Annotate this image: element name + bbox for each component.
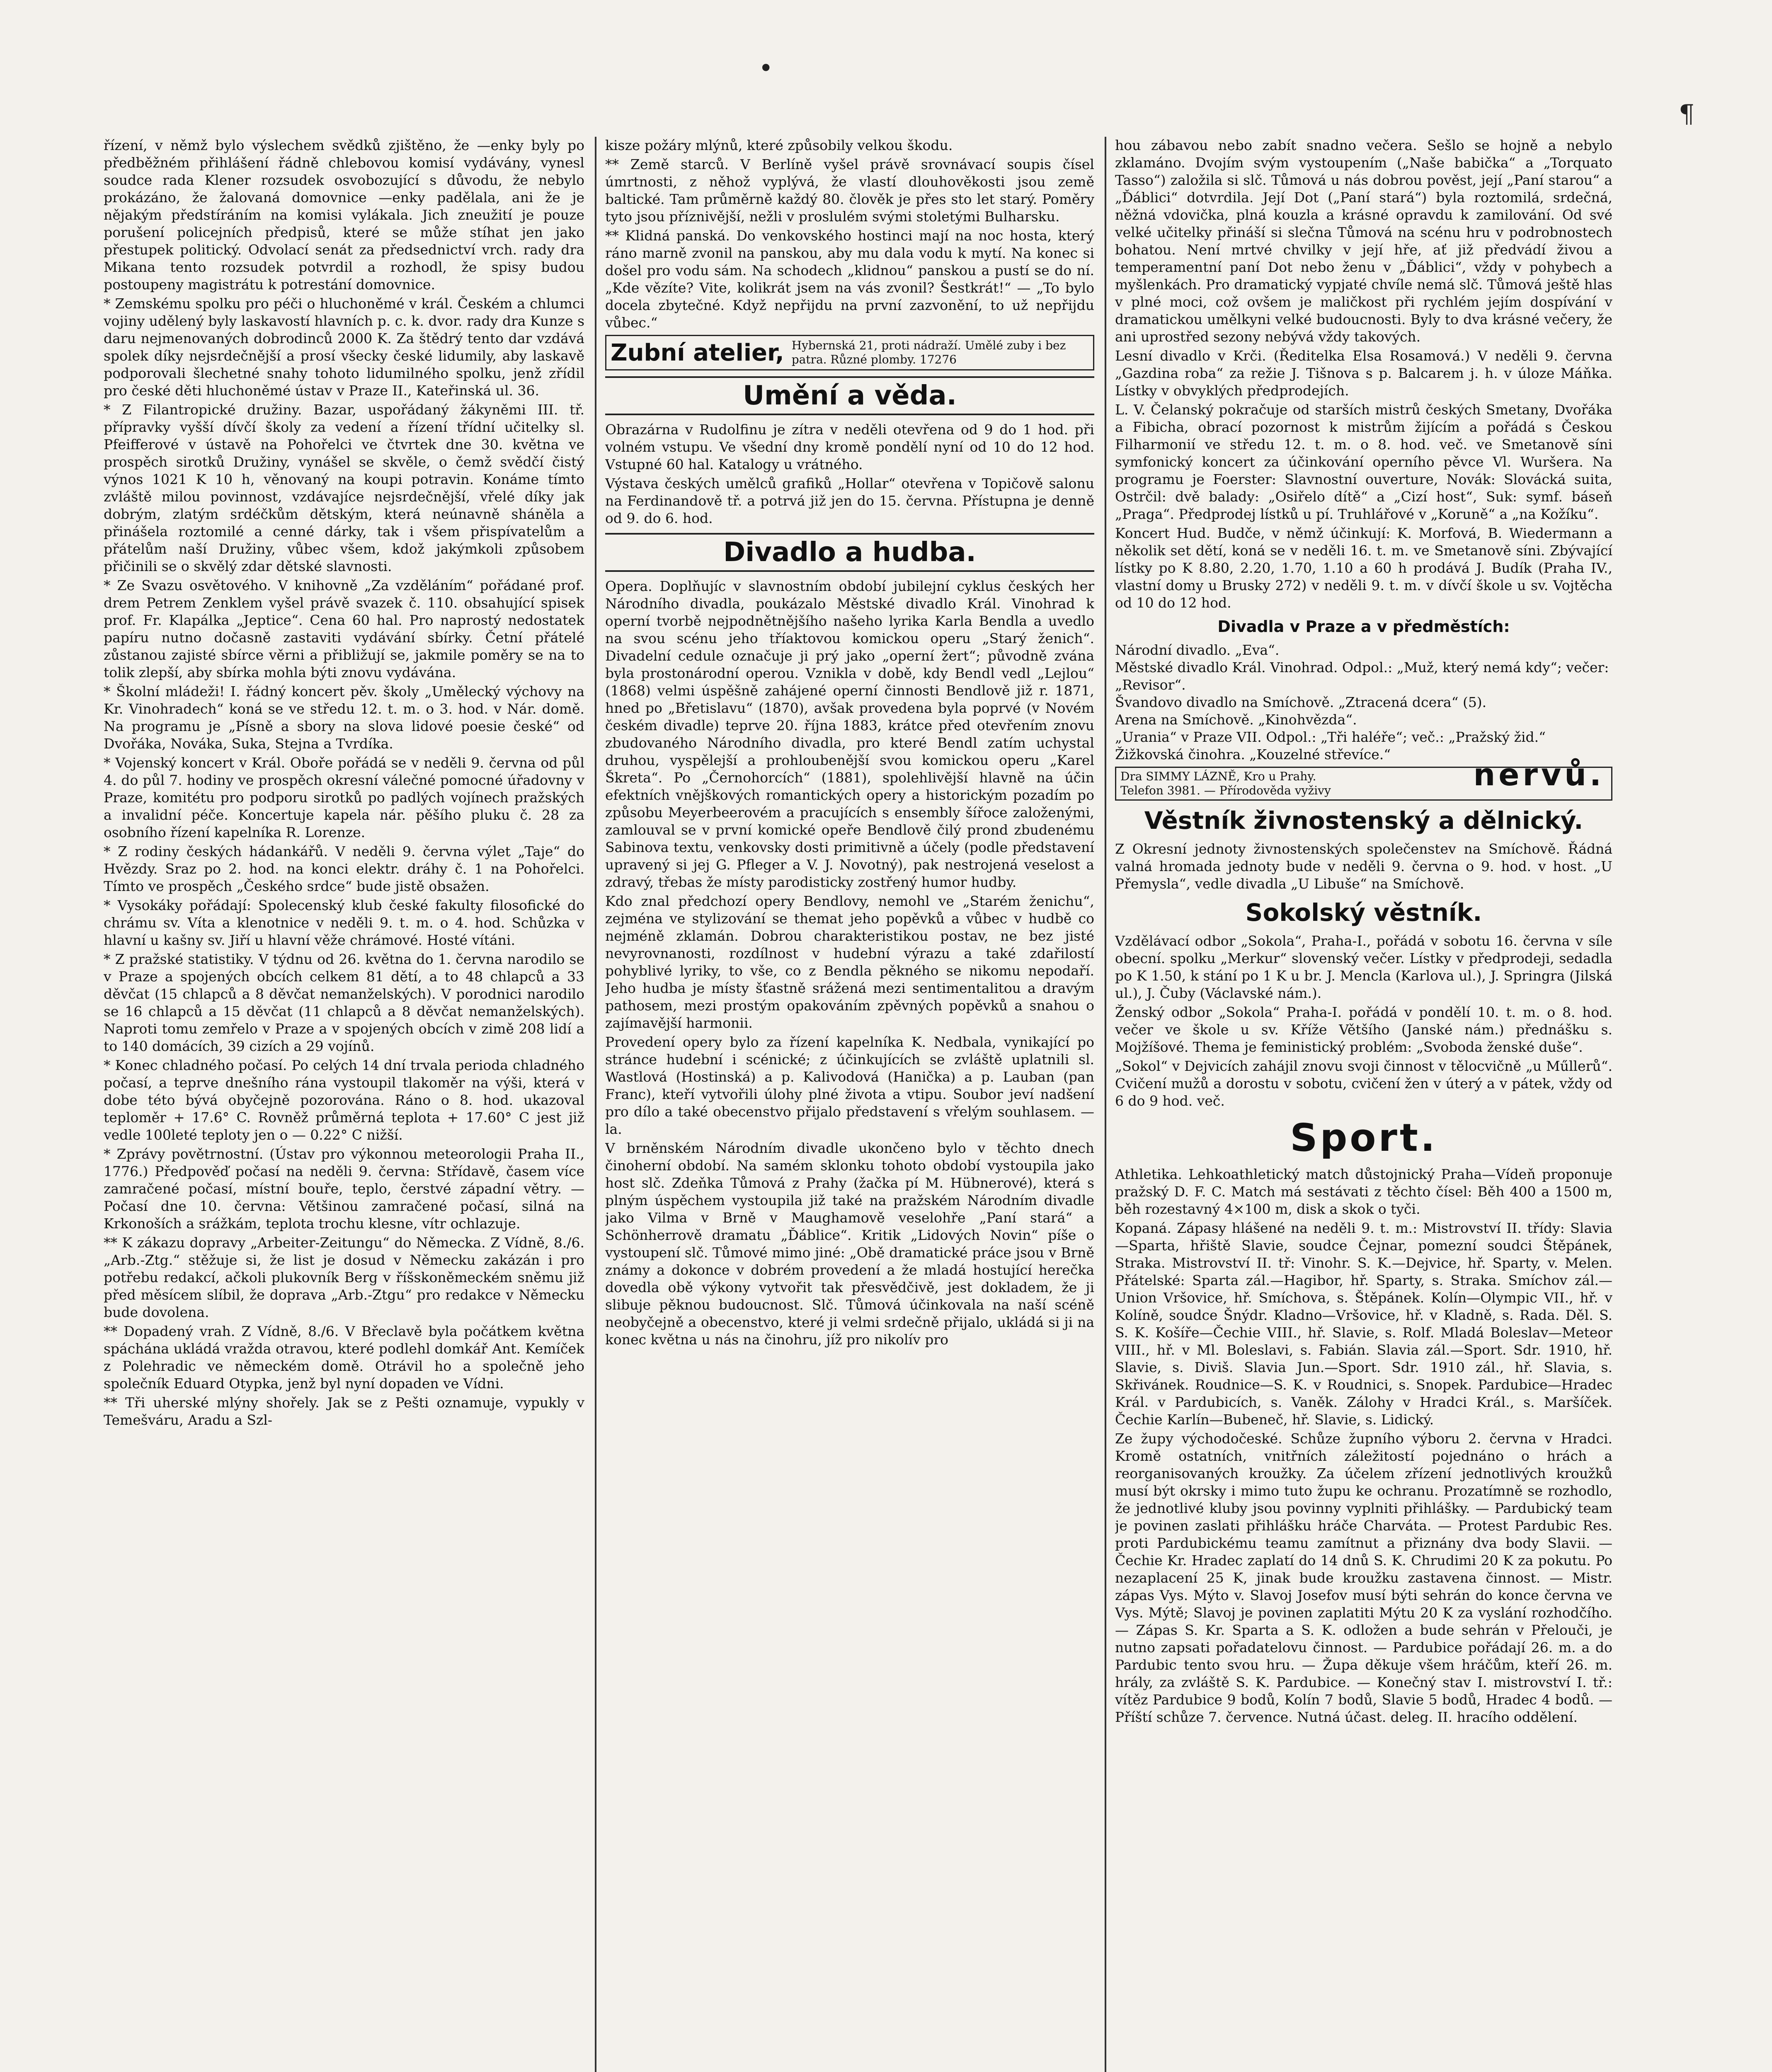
theatre-listing: Národní divadlo. „Eva“. — [1115, 642, 1280, 658]
theatre-listing: Arena na Smíchově. „Kinohvězda“. — [1115, 712, 1357, 728]
news-item: kisze požáry mlýnů, které způsobily velkou škodu. — [605, 137, 953, 153]
news-item: * Vysokáky pořádají: Spolecenský klub české fakulty filosofické do chrámu sv. Víta a klenotnice v neděli 9. t. m. o 4. hod. Schůzka v hlavní u kašny sv. Jiří u hlavní věže chrámové. Hosté vítáni. — [104, 897, 584, 948]
news-item: Kdo znal předchozí opery Bendlovy, nemohl ve „Starém ženichu“, zejména ve stylizování se themat jeho popěvků a vůbec v hudbě co nejméně zklamán. Dobrou charakteristikou postav, ne bez jisté nevyrovnanosti, rozdílnost v hudební výrazu a také zdařilostí pohyblivé lyriky, to vše, co z Bendla pěkného se nikomu nepodaří. Jeho hudba je místy šťastně srážená mezi sentimentalitou a dravým pathosem, mezi prostým opakováním zpěvných popěvků a snahou o zajímavější harmonii. — [605, 893, 1094, 1031]
newspaper-columns — [104, 137, 1617, 2072]
news-item: ** Tři uherské mlýny shořely. Jak se z Pešti oznamuje, vypukly v Temešváru, Aradu a Szl- — [104, 1394, 584, 1428]
edge-mark: ¶ — [1679, 99, 1695, 128]
section-title-sport: Sport. — [1290, 1116, 1437, 1160]
dental-ad — [605, 335, 1094, 370]
news-item: Opera. Doplňujíc v slavnostním období jubilejní cyklus českých her Národního divadla, poukázalo Městské divadlo Král. Vinohrad k operní tvorbě nejpodnětnějšího našeho lyrika Karla Bendla a uvedlo na svou scénu jeho tříaktovou komickou operu „Starý ženich“. Divadelní cedule označuje ji prý jako „operní žert“; původně zvána byla prostonárodní operou. Vznikla v době, kdy Bendl vedl „Lejlou“ (1868) velmi úspěšně zahájené operní činnosti Bendlově již r. 1871, hned po „Břetislavu“ (1870), avšak provedena byla poprvé (v Novém českém divadle) teprve 20. října 1883, krátce před otevřením znovu zbudovaného Národního divadla, pro které Bendl zatím uchystal druhou, vyspělejší a prohloubenější svou komickou operu „Karel Škreta“. Po „Černohorcích“ (1881), spolehlivější hlavně na účin efektních vnějškových romantických opery a historickým pozadím po způsobu Meyerbeerovém a pracujících s ensembly šířoce založenými, zamlouval se v první komické opeře Bendlově čilý prond zbudenému Sabinova textu, venkovsky dosti primitivně a účely (podle představení upravený si jej G. Pfleger a V. J. Novotný), pak nestrojená veselost a zdravý, třebas že místy parodisticky zostřený humor hudby. — [605, 578, 1094, 890]
news-item: Ženský odbor „Sokola“ Praha-I. pořádá v pondělí 10. t. m. o 8. hod. večer ve škole u sv. Kříže Většího (Janské nám.) přednášku s. Mojžíšové. Thema je feministický problém: „Svoboda ženské duše“. — [1115, 1004, 1612, 1055]
news-item: ** Dopadený vrah. Z Vídně, 8./6. V Břeclavě byla počátkem května spáchána ukládá vražda otravou, které podlehl domkář Ant. Kemíček z Polehradic ve německém domě. Otrávil ho a společně jeho společník Eduard Otypka, jenž byl nyní dopaden ve Vídni. — [104, 1323, 584, 1392]
news-item: Obrazárna v Rudolfinu je zítra v neděli otevřena od 9 do 1 hod. při volném vstupu. Ve všední dny kromě pondělí nyní od 10 do 12 hod. Vstupné 60 hal. Katalogy u vrátného. — [605, 421, 1094, 472]
news-item: ** Země starců. V Berlíně vyšel právě srovnávací soupis čísel úmrtnosti, z něhož vyplývá, že vlastí dlouhověkosti jsou země baltické. Tam průměrně každý 80. člověk je přes sto let starý. Poměry tyto jsou příznivější, nežli v proslulém svými stoletými Bulharsku. — [605, 156, 1094, 225]
theatre-listing: „Urania“ v Praze VII. Odpol.: „Tři haléře“; več.: „Pražský žid.“ — [1115, 729, 1546, 745]
spa-ad — [1115, 757, 1612, 801]
news-item: L. V. Čelanský pokračuje od starších mistrů českých Smetany, Dvořáka a Fibicha, obrací pozornost k mistrům žijícím a pořádá s Českou Filharmonií ve středu 12. t. m. o 8. hod. več. ve Smetanově síni symfonický koncert za účinkování operního pěvce Vl. Wuršera. Na programu je Foerster: Slavnostní ouverture, Novák: Slovácká suita, Ostrčil: dvě balady: „Osiřelo dítě“ a „Cizí host“, Suk: symf. báseň „Praga“. Předprodej lístků u pí. Truhlářové v „Koruně“ a „na Kožíku“. — [1115, 402, 1612, 522]
ad-text: Hybernská 21, proti nádraží. Umělé zuby i bez patra. Různé plomby. 17276 — [791, 339, 1066, 366]
section-title-umeni: Umění a věda. — [605, 376, 1094, 415]
news-item: Provedení opery bylo za řízení kapelníka K. Nedbala, vynikající po stránce hudební i scénické; z účinkujících se zvláště uplatnili sl. Wastlová (Hostinská) a p. Kalivodová (Hanička) a p. Lauban (pan Franc), kteří vytvořili úlohy plné života a vtipu. Soubor jeví nadšení pro dílo a také obecenstvo přijalo představení s vřelým souhlasem. —la. — [605, 1034, 1094, 1137]
news-item: Z Okresní jednoty živnostenských společenstev na Smíchově. Řádná valná hromada jednoty bude v neděli 9. června o 9. hod. v host. „U Přemysla“, vedle divadla „U Libuše“ na Smíchově. — [1115, 841, 1612, 892]
news-item: Vzdělávací odbor „Sokola“, Praha-I., pořádá v sobotu 16. června v síle obecní. spolku „Merkur“ slovenský večer. Lístky v předprodeji, sedadla po K 1.50, k stání po 1 K u br. J. Mencla (Karlova ul.), J. Springra (Jilská ul.), J. Čuby (Václavské nám.). — [1115, 933, 1612, 1001]
theatre-listing: Švandovo divadlo na Smíchově. „Ztracená dcera“ (5). — [1115, 694, 1487, 710]
theatre-listing: Žižkovská činohra. „Kouzelné střevíce.“ — [1115, 746, 1391, 762]
news-item: Athletika. Lehkoathletický match důstojnický Praha—Vídeň proponuje pražský D. F. C. Match má sestávati z těchto čísel: Běh 400 a 1500 m, běh rozestavný 4×100 m, disk a skok o tyči. — [1115, 1166, 1612, 1217]
page-dot: • — [759, 54, 773, 83]
section-title-predmesti: Divadla v Praze a v předměstích: — [1217, 617, 1510, 636]
news-item: * Z Filantropické družiny. Bazar, uspořádaný žákyněmi III. tř. přípravky vyšší dívčí školy za vedení a řízení třídní učitelky sl. Pfeifferové v ústavě na Pohořelci ve čtvrtek dne 30. května ve prospěch sirotků Družiny, vynášel se skvěle, o čemž svědčí čistý výnos 1021 K 10 h, věnovaný na koupi potravin. Konáme tímto zvláště milou povinnost, vzdávajíce nejsrdečnější, vřelé díky jak dobrým, zlatým srdéčkům dětským, která neúnavně sháněla a přinášela roztomilé a cenné dárky, tak i všem přispívatelům a přátelům naší Družiny, vůbec všem, kdož jakýmkoli způsobem přičinili se o skvělý zdar dětské slavnosti. — [104, 402, 584, 574]
news-item: hou zábavou nebo zabít snadno večera. Sešlo se hojně a nebylo zklamáno. Dvojím svým vystoupením („Naše babička“ a „Torquato Tasso“) založila si slč. Tůmová u nás dobrou pověst, její „Paní starou“ a „Ďáblici“ dotvrdila. Její Dot („Paní stará“) byla roztomilá, srdečná, něžná vdovička, plná kouzla a krásné opravdu k zamilování. Od své velké učitelky přináší si slečna Tůmová na scénu hru v podrobnostech bohatou. Není mrtvé chvilky v její hře, ať již předvádí živou a temperamentní paní Dot nebo ženu v „Ďáblici“, vždy v pohybech a myšlenkách. Pro dramatický vypjaté chvíle nemá slč. Tůmová ještě hlas v plné moci, což ovšem je maličkost při rychlém jejím dospívání v dramatickou umělkyni velké budoucnosti. Byly to dva krásné večery, že ani uprostřed sezony nebývá vždy takových. — [1115, 137, 1612, 345]
ad-title: Zubní atelier, — [611, 339, 784, 366]
column-3 — [1115, 137, 1612, 2072]
news-item: * Zprávy povětrnostní. (Ústav pro výkonnou meteorologii Praha II., 1776.) Předpověď počasí na neděli 9. června: Střídavě, časem více zamračené počasí, místní bouře, teplo, čerstvé západní větry. — Počasí dne 10. června: Většinou zamračené počasí, silná na Krkonoších a srážkám, teplota trochu klesne, vítr ochlazuje. — [104, 1146, 584, 1232]
section-title-divadlo: Divadlo a hudba. — [605, 533, 1094, 572]
column-1 — [104, 137, 584, 2072]
news-item: Lesní divadlo v Krči. (Ředitelka Elsa Rosamová.) V neděli 9. června „Gazdina roba“ za režie J. Tišnova s p. Balcarem j. h. v úloze Máňka. Lístky v obvyklých předprodejích. — [1115, 348, 1612, 399]
news-item: * Zemskému spolku pro péči o hluchoněmé v král. Českém a chlumci vojiny udělený byly laskavostí hlavních p. c. k. dvor. rady dra Kunze s daru nejmenovaných dobrodinců 2000 K. Za štědrý tento dar vzdává spolek díky nejsrdečnější a prosí všecky české lidumily, aby laskavě podporovali šlechetné snahy tohoto lidumilného spolku, jenž zřídil pro české děti hluchoněmé ústav v Praze II., Kateřinská ul. 36. — [104, 295, 584, 399]
ad-line: Dra SIMMY LÁZNĚ, Kro u Prahy. — [1120, 770, 1316, 783]
news-item: * Konec chladného počasí. Po celých 14 dní trvala perioda chladného počasí, a teprve dnešního rána vystoupil tlakoměr na výši, která v dobe této bývá obyčejně pozorována. Ráno o 8. hod. ukazoval teploměr + 17.6° C. Rovněž průměrná teplota + 17.60° C jest již vedle 100leté teploty jen o — 0.22° C nižší. — [104, 1057, 584, 1143]
column-2 — [605, 137, 1094, 2072]
column-rule — [595, 137, 596, 2072]
ad-brand: nervů. — [1473, 757, 1605, 793]
news-item: * Z pražské statistiky. V týdnu od 26. května do 1. června narodilo se v Praze a spojených obcích celkem 81 dětí, a to 48 chlapců a 33 děvčat (15 chlapců a 8 děvčat nemanželských). V porodnici narodilo se 16 chlapců a 15 děvčat (11 chlapců a 8 děvčat nemanželských). Naproti tomu zemřelo v Praze a v spojených obcích v zimě 208 lidí a to 140 domácích, 39 cizích a 29 vojínů. — [104, 951, 584, 1054]
ad-line: Telefon 3981. — Přírodověda vyživy — [1120, 784, 1331, 797]
news-item: * Vojenský koncert v Král. Oboře pořádá se v neděli 9. června od půl 4. do půl 7. hodiny ve prospěch okresní válečné pomocné úřadovny v Praze, komitétu pro podporu sirotků po padlých vojínech pražských a invalidní péče. Koncertuje kapela nár. pěšího pluku č. 28 za osobního řízení kapelníka R. Lorenze. — [104, 755, 584, 840]
news-item: Ze župy východočeské. Schůze župního výboru 2. června v Hradci. Kromě ostatních, vnitřních záležitostí pojednáno o hrách a reorganisovaných kroužky. Za účelem zřízení jednotlivých kroužků musí být okrsky i mimo tuto župu ke ochranu. Prozatímně se rozhodlo, že jednotlivé kluby jsou povinny vyplniti přihlášky. — Pardubický team je povinen zaslati přihlášku hráče Charváta. — Protest Pardubic Res. proti Pardubickému teamu zamítnut a přiznány dva body Slavii. — Čechie Kr. Hradec zaplatí do 14 dnů S. K. Chrudimi 20 K za pokutu. Po nezaplacení 25 K, jinak bude kroužku zastavena činnost. — Mistr. zápas Vys. Mýto v. Slavoj Josefov musí býti sehrán do konce června ve Vys. Mýtě; Slavoj je povinen zaplatiti Mýtu 20 K za vyslání rozhodčího. — Zápas S. Kr. Sparta a S. K. odložen a bude sehrán v Přelouči, je nutno zapsati pořadatelovu činnost. — Pardubice pořádají 26. m. a do Pardubic tento svou hru. — Župa děkuje všem hráčům, kteří 26. m. hrály, za zvláště S. K. Pardubice. — Konečný stav I. mistrovství I. tř.: vítěz Pardubice 9 bodů, Kolín 7 bodů, Slavie 5 bodů, Hradec 4 bodů. — Příští schůze 7. července. Nutná účast. deleg. II. hracího oddělení. — [1115, 1431, 1612, 1725]
news-item: Koncert Hud. Budče, v němž účinkují: K. Morfová, B. Wiedermann a několik set dětí, koná se v neděli 16. t. m. ve Smetanově síni. Zbývající lístky po K 8.80, 2.20, 1.70, 1.10 a 60 h prodává J. Budík (Praha IV., vlastní domy u Brusky 272) v neděli 9. t. m. v dívčí škole u sv. Vojtěcha od 10 do 12 hod. — [1115, 525, 1612, 611]
news-item: Kopaná. Zápasy hlášené na neděli 9. t. m.: Mistrovství II. třídy: Slavia—Sparta, hřiště Slavie, soudce Čejnar, pomezní soudci Štěpánek, Straka. Mistrovství II. tř: Vinohr. S. K.—Dejvice, hř. Sparty, v. Melen. Přátelské: Sparta zál.—Hagibor, hř. Sparty, s. Straka. Smíchov zál.—Union Vršovice, hř. Smíchova, s. Štěpánek. Kolín—Olympic VII., hř. v Kolíně, soudce Šnýdr. Kladno—Vršovice, hř. v Kladně, s. Rada. Děl. S. S. K. Košíře—Čechie VIII., hř. Slavie, s. Rolf. Mladá Boleslav—Meteor VIII., hř. v Ml. Boleslavi, s. Fabián. Slavia zál.—Sport. Sdr. 1910, hř. Slavie, s. Diviš. Slavia Jun.—Sport. Sdr. 1910 zál., hř. Slavia, s. Skřivánek. Roudnice—S. K. v Roudnici, s. Snopek. Pardubice—Hradec Král. v Pardubicích, s. Vaněk. Zálohy v Hradci Král., s. Maršíček. Čechie Karlín—Bubeneč, hř. Slavie, s. Lidický. — [1115, 1220, 1612, 1428]
news-item: V brněnském Národním divadle ukončeno bylo v těchto dnech činoherní období. Na samém sklonku tohoto období vystoupila jako host slč. Zdeňka Tůmová z Prahy (žačka pí M. Hübnerové), která s plným úspěchem vystoupila již také na pražském Národním divadle jako Vilma v Brně v Maughamově veselohře „Paní stará“ a Schönherrově dramatu „Ďáblice“. Kritik „Lidových Novin“ píše o vystoupení slč. Tůmové mimo jiné: „Obě dramatické práce jsou v Brně známy a dokonce v dobrém provedení a že mladá hostující herečka dovedla obě výkony vytvořit tak přesvědčivě, jest dokladem, že ji slibuje pěknou budoucnost. Slč. Tůmová účinkovala na naší scéně neobyčejně a obecenstvo, které ji velmi srdečně přijalo, ukládá si ji na konec května u nás na činohru, jíž pro nikolív pro — [605, 1140, 1094, 1348]
news-item: řízení, v němž bylo výslechem svědků zjištěno, že —enky byly po předběžném přihlášení řádně chlebovou komisí vydávány, vynesl soudce rada Klener rozsudek osvobozující s důvodu, že nebylo prokázáno, že žalovaná domovnice —enky padělala, ani že je nějakým předstíráním na komisi vylákala. Jich zneužití je pouze porušení policejních předpisů, které se může stíhat jen jako přestupek politický. Odvolací senát za předsednictví vrch. rady dra Mikana tento rozsudek potvrdil a rozhodl, že spisy budou postoupeny magistrátu k potrestání domovnice. — [104, 137, 584, 293]
column-rule — [1105, 137, 1106, 2072]
news-item: * Ze Svazu osvětového. V knihovně „Za vzděláním“ pořádané prof. drem Petrem Zenklem vyšel právě svazek č. 110. obsahující spisek prof. Fr. Klapálka „Jeptice“. Cena 60 hal. Pro naprostý nedostatek papíru nutno dočasně zastaviti vydávání sbírky. Četní přátelé zůstanou zajisté sbírce věrni a přibližují se, jakmile poměry se na to tolik zlepší, aby sbírka mohla býti znovu vydávána. — [104, 577, 584, 680]
theatre-listing: Městské divadlo Král. Vinohrad. Odpol.: „Muž, který nemá kdy“; večer: „Revisor“. — [1115, 659, 1609, 693]
news-item: Výstava českých umělců grafiků „Hollar“ otevřena v Topičově salonu na Ferdinandově tř. a potrvá již jen do 15. června. Přístupna je denně od 9. do 6. hod. — [605, 475, 1094, 526]
news-item: * Z rodiny českých hádankářů. V neděli 9. června výlet „Taje“ do Hvězdy. Sraz po 2. hod. na konci elektr. dráhy č. 1 na Pohořelci. Tímto ve prospěch „Českého srdce“ bude jistě obsažen. — [104, 843, 584, 894]
news-item: * Školní mládeži! I. řádný koncert pěv. školy „Umělecký výchovy na Kr. Vinohradech“ koná se ve středu 12. t. m. o 3. hod. v Nár. domě. Na programu je „Písně a sbory na slova lidové poesie české“ od Dvořáka, Nováka, Suka, Stejna a Tvrdíka. — [104, 683, 584, 752]
section-title-sokol: Sokolský věstník. — [1245, 898, 1482, 927]
news-item: ** Klidná panská. Do venkovského hostinci mají na noc hosta, který ráno marně zvonil na panskou, aby mu dala vodu k mytí. Na konec si došel pro vodu sám. Na schodech „klidnou“ panskou a pustí se do ní. „Kde vězíte? Vite, kolikrát jsem na vás zvonil? Šestkrát!“ — „To bylo docela zbytečné. Když nepřijdu na první zazvonění, to už nepřijdu vůbec.“ — [605, 228, 1094, 331]
section-title-vestnik: Věstník živnostenský a dělnický. — [1144, 806, 1583, 835]
news-item: „Sokol“ v Dejvicích zahájil znovu svoji činnost v tělocvičně „u Műllerů“. Cvičení mužů a dorostu v sobotu, cvičení žen v úterý a v pátek, vždy od 6 do 9 hod. več. — [1115, 1058, 1612, 1109]
news-item: ** K zákazu dopravy „Arbeiter-Zeitungu“ do Německa. Z Vídně, 8./6. „Arb.-Ztg.“ stěžuje si, že list je dosud v Německu zakázán i pro potřebu redakcí, ačkoli plukovník Berg v říšskoněmeckém sněmu již před měsícem slíbil, že doprava „Arb.-Ztgu“ pro redakce v Německu bude dovolena. — [104, 1234, 584, 1320]
